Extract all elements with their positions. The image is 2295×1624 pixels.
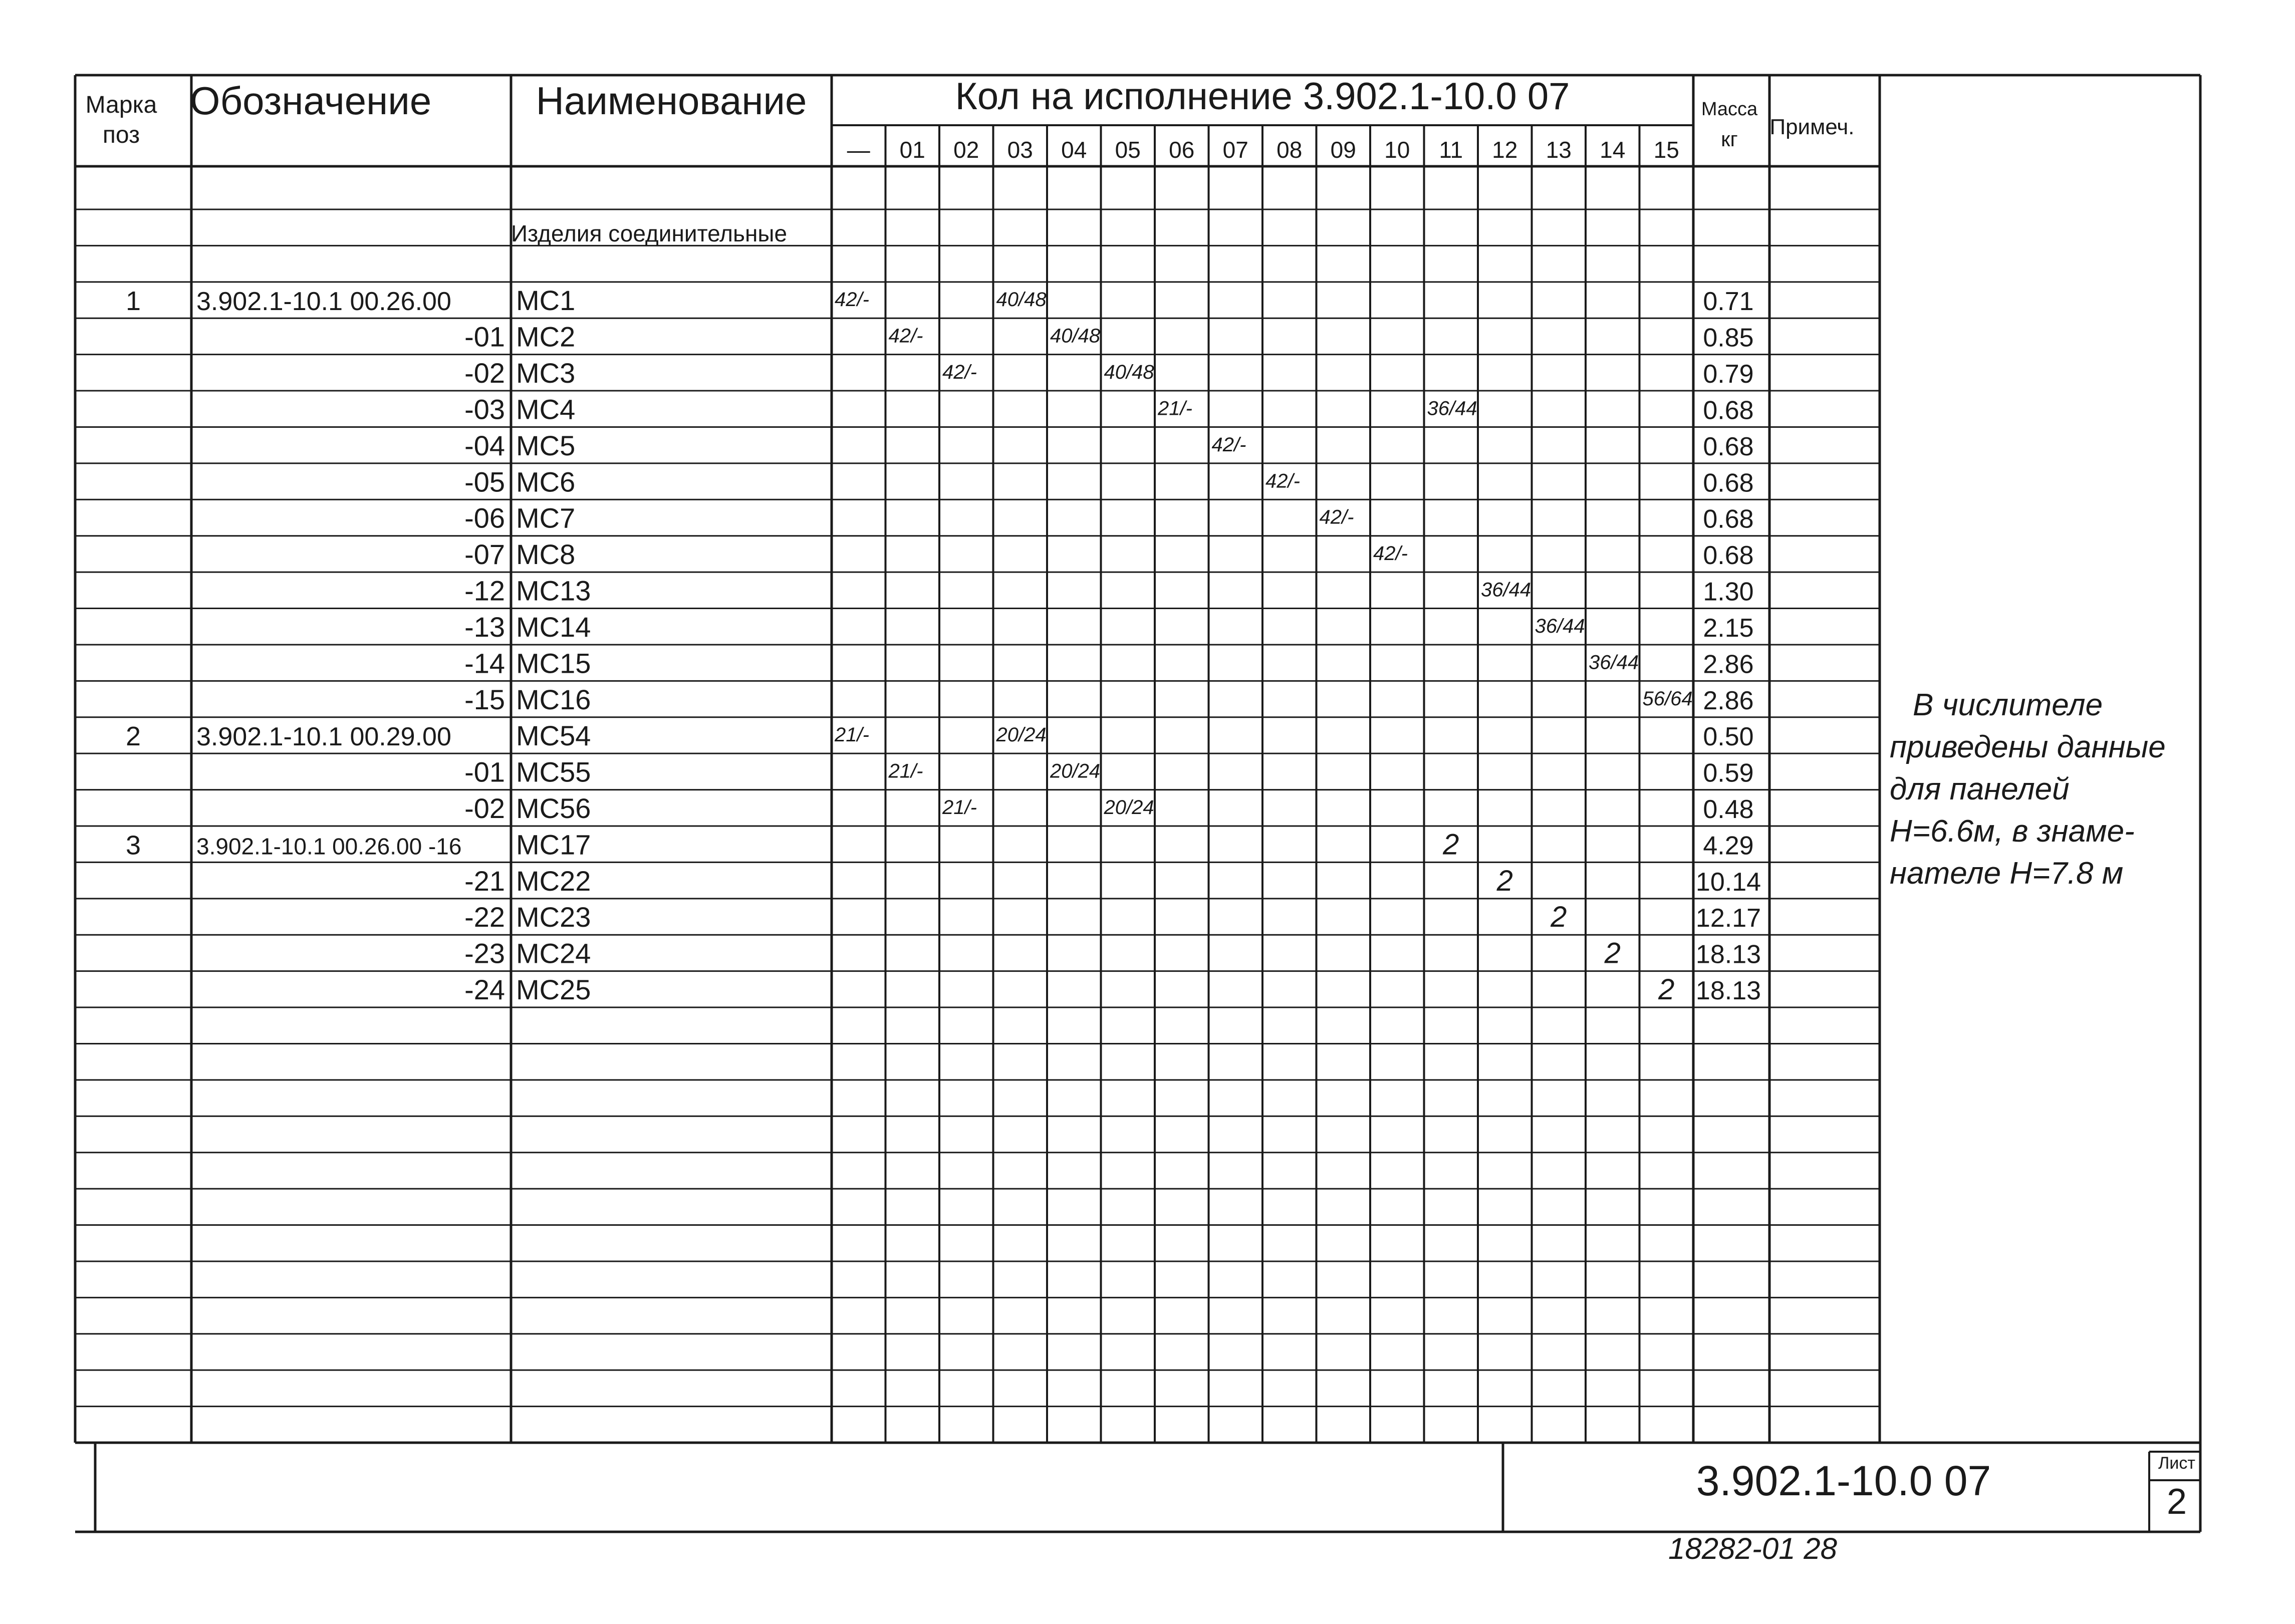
row-qty: 36/44 xyxy=(1427,397,1477,420)
row-qty: 36/44 xyxy=(1535,615,1585,637)
row-qty: 36/44 xyxy=(1589,651,1639,674)
row-designation: -01 xyxy=(464,321,505,353)
row-pos: 3 xyxy=(125,830,141,861)
row-designation: -13 xyxy=(464,611,505,643)
row-name: МС24 xyxy=(516,937,591,969)
row-qty: 21/- xyxy=(835,724,869,746)
section-title: Изделия соединительные xyxy=(511,220,788,246)
row-designation: -23 xyxy=(464,937,505,969)
row-designation: -02 xyxy=(464,357,505,389)
variant-header-7: 07 xyxy=(1222,137,1248,163)
row-designation: -24 xyxy=(464,974,505,1006)
variant-header-15: 15 xyxy=(1653,137,1679,163)
row-name: МС6 xyxy=(516,466,576,498)
row-name: МС5 xyxy=(516,429,576,461)
table-text xyxy=(126,137,1761,1006)
footer-stamp: 18282-01 28 xyxy=(1668,1532,1837,1565)
row-mass: 1.30 xyxy=(1703,577,1754,607)
row-designation: -01 xyxy=(464,756,505,788)
row-mass: 10.14 xyxy=(1695,867,1761,897)
row-qty: 42/- xyxy=(942,361,977,384)
row-qty: 21/- xyxy=(888,760,923,782)
row-name: МС3 xyxy=(516,357,576,389)
note-line-2: приведены данные xyxy=(1890,730,2166,764)
row-mass: 2.86 xyxy=(1703,686,1754,715)
row-designation: -03 xyxy=(464,393,505,425)
row-mass: 18.13 xyxy=(1695,940,1761,969)
row-designation: -12 xyxy=(464,575,505,607)
row-designation: 3.902.1-10.1 00.29.00 xyxy=(196,722,451,752)
row-pos: 1 xyxy=(125,286,141,317)
row-qty: 56/64 xyxy=(1642,687,1693,710)
row-qty: 42/- xyxy=(1265,470,1300,492)
variant-header-10: 10 xyxy=(1384,137,1410,163)
header-naimenovanie: Наименование xyxy=(536,79,807,123)
row-qty: 36/44 xyxy=(1481,579,1532,601)
row-name: МС1 xyxy=(516,285,576,317)
row-mass: 0.85 xyxy=(1703,323,1754,353)
title-block xyxy=(1668,1454,2195,1565)
row-designation: -22 xyxy=(464,901,505,933)
header-oboznachenie: Обозначение xyxy=(189,79,432,123)
row-name: МС15 xyxy=(516,647,591,679)
row-qty: 20/24 xyxy=(1050,760,1101,782)
row-designation: -07 xyxy=(464,538,505,571)
row-mass: 0.68 xyxy=(1703,468,1754,498)
row-name: МС23 xyxy=(516,901,591,933)
note-line-4: Н=6.6м, в знаме- xyxy=(1890,814,2135,849)
title-doc-code: 3.902.1-10.0 07 xyxy=(1696,1457,1991,1504)
row-name: МС2 xyxy=(516,321,576,353)
row-name: МС14 xyxy=(516,611,591,643)
row-qty: 40/48 xyxy=(1104,361,1154,384)
row-name: МС13 xyxy=(516,575,591,607)
row-mass: 0.68 xyxy=(1703,504,1754,534)
row-qty: 2 xyxy=(1658,973,1675,1006)
row-pos: 2 xyxy=(125,721,141,752)
row-mass: 0.68 xyxy=(1703,396,1754,425)
variant-header-14: 14 xyxy=(1600,137,1626,163)
header-marka-line2: поз xyxy=(102,122,140,148)
note-block xyxy=(1890,688,2166,891)
row-qty: 21/- xyxy=(1158,397,1192,420)
row-qty: 42/- xyxy=(1319,506,1354,528)
row-name: МС22 xyxy=(516,865,591,897)
row-name: МС25 xyxy=(516,974,591,1006)
row-mass: 0.79 xyxy=(1703,360,1754,389)
variant-header-11: 11 xyxy=(1439,137,1463,163)
row-mass: 4.29 xyxy=(1703,831,1754,861)
row-qty: 20/24 xyxy=(1104,796,1154,819)
note-line-3: для панелей xyxy=(1890,772,2070,806)
row-qty: 42/- xyxy=(835,289,869,311)
header-massa-line2: кг xyxy=(1721,127,1738,151)
variant-header-3: 03 xyxy=(1007,137,1033,163)
variant-header-12: 12 xyxy=(1492,137,1518,163)
variant-header-5: 05 xyxy=(1115,137,1141,163)
header-primech: Примеч. xyxy=(1769,115,1855,139)
row-qty: 40/48 xyxy=(1050,325,1101,347)
header-kol: Кол на исполнение 3.902.1-10.0 07 xyxy=(955,75,1570,118)
variant-header-13: 13 xyxy=(1546,137,1572,163)
row-mass: 18.13 xyxy=(1695,976,1761,1006)
row-name: МС4 xyxy=(516,393,576,425)
variant-header-2: 02 xyxy=(953,137,979,163)
note-line-1: В числителе xyxy=(1913,688,2103,722)
row-mass: 2.15 xyxy=(1703,613,1754,643)
row-mass: 12.17 xyxy=(1695,904,1761,933)
variant-header-1: 01 xyxy=(899,137,925,163)
row-name: МС7 xyxy=(516,502,576,534)
row-designation: -06 xyxy=(464,502,505,534)
row-designation: 3.902.1-10.1 00.26.00 xyxy=(196,287,451,317)
row-designation: -15 xyxy=(464,683,505,715)
row-mass: 0.59 xyxy=(1703,758,1754,788)
row-designation: -04 xyxy=(464,429,505,461)
row-name: МС8 xyxy=(516,538,576,571)
row-qty: 21/- xyxy=(942,796,977,819)
row-mass: 0.68 xyxy=(1703,432,1754,461)
row-mass: 2.86 xyxy=(1703,650,1754,679)
row-name: МС17 xyxy=(516,829,591,861)
row-qty: 40/48 xyxy=(996,289,1047,311)
variant-header-8: 08 xyxy=(1277,137,1303,163)
row-designation: -05 xyxy=(464,466,505,498)
variant-header-0: — xyxy=(847,137,870,163)
row-qty: 2 xyxy=(1551,901,1567,934)
header-massa-line1: Масса xyxy=(1701,99,1758,120)
row-designation: -14 xyxy=(464,647,505,679)
row-name: МС16 xyxy=(516,683,591,715)
row-designation: -02 xyxy=(464,792,505,824)
row-qty: 2 xyxy=(1604,937,1621,970)
row-qty: 42/- xyxy=(1211,433,1246,456)
title-sheet-number: 2 xyxy=(2166,1482,2187,1522)
row-name: МС54 xyxy=(516,720,591,752)
row-qty: 2 xyxy=(1496,864,1513,897)
row-name: МС55 xyxy=(516,756,591,788)
header-marka-line1: Марка xyxy=(85,92,157,118)
note-line-5: нателе Н=7.8 м xyxy=(1890,856,2124,891)
row-qty: 20/24 xyxy=(996,724,1047,746)
row-mass: 0.68 xyxy=(1703,541,1754,571)
variant-header-4: 04 xyxy=(1061,137,1087,163)
row-designation: 3.902.1-10.1 00.26.00 -16 xyxy=(196,833,462,860)
row-name: МС56 xyxy=(516,792,591,824)
title-sheet-label: Лист xyxy=(2158,1454,2195,1473)
row-qty: 2 xyxy=(1443,828,1459,861)
row-qty: 42/- xyxy=(1373,543,1408,565)
row-mass: 0.71 xyxy=(1703,287,1754,317)
row-qty: 42/- xyxy=(888,325,923,347)
row-mass: 0.48 xyxy=(1703,795,1754,824)
variant-header-6: 06 xyxy=(1169,137,1195,163)
row-designation: -21 xyxy=(464,865,505,897)
row-mass: 0.50 xyxy=(1703,722,1754,752)
variant-header-9: 09 xyxy=(1330,137,1356,163)
